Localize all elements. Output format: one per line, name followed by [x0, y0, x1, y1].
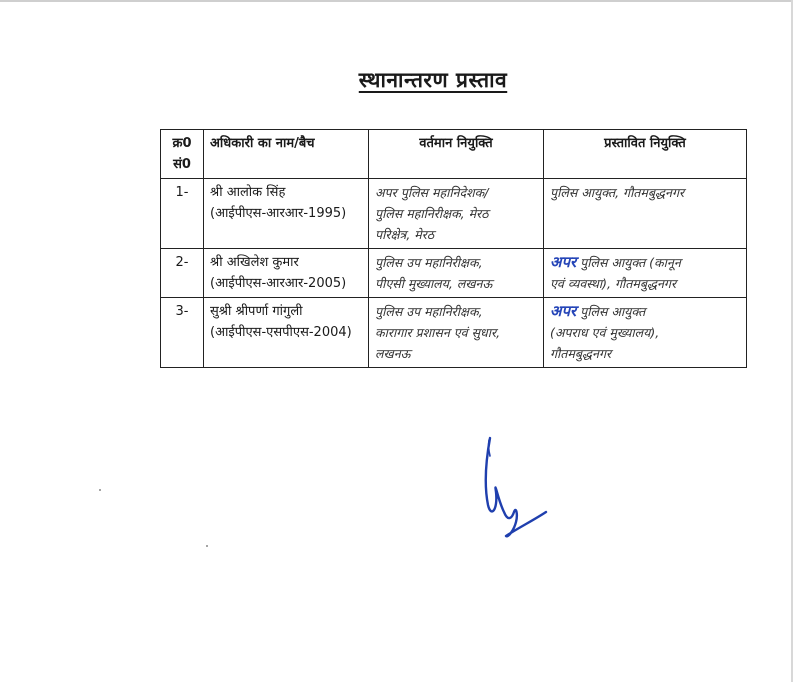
- proposed-line: एवं व्यवस्था), गौतमबुद्धनगर: [550, 276, 677, 291]
- row-proposed-posting: [544, 179, 747, 249]
- header-current: वर्तमान नियुक्ति: [369, 130, 544, 179]
- page-edge-top: [0, 0, 793, 2]
- officer-name: सुश्री श्रीपर्णा गांगुली: [210, 304, 303, 319]
- proposed-line: [550, 301, 740, 322]
- current-line: पुलिस महानिरीक्षक, मेरठ: [375, 206, 489, 221]
- current-line: पुलिस उप महानिरीक्षक,: [375, 304, 483, 319]
- header-serial-line2: सं0: [173, 157, 191, 172]
- proposed-text: पुलिस आयुक्त: [580, 304, 646, 319]
- current-line: लखनऊ: [375, 346, 411, 361]
- proposed-line: पुलिस आयुक्त, गौतमबुद्धनगर: [550, 185, 685, 200]
- header-serial: [161, 130, 204, 179]
- officer-batch: (आईपीएस-आरआर-1995): [210, 206, 347, 221]
- row-officer: [204, 249, 369, 298]
- row-serial: 3-: [161, 298, 204, 368]
- handwritten-addition: अपर: [550, 253, 577, 271]
- transfer-table: [160, 129, 747, 368]
- current-line: अपर पुलिस महानिदेशक/: [375, 185, 489, 200]
- row-proposed-posting: [544, 298, 747, 368]
- header-officer: अधिकारी का नाम/बैच: [204, 130, 369, 179]
- row-current-posting: [369, 249, 544, 298]
- row-current-posting: [369, 298, 544, 368]
- row-officer: [204, 179, 369, 249]
- table-row: [161, 249, 747, 298]
- header-serial-line1: क्र0: [172, 136, 192, 151]
- row-serial: 2-: [161, 249, 204, 298]
- proposed-line: [550, 252, 740, 273]
- current-line: पीएसी मुख्यालय, लखनऊ: [375, 276, 493, 291]
- table-header-row: [161, 130, 747, 179]
- current-line: परिक्षेत्र, मेरठ: [375, 227, 435, 242]
- table-row: [161, 179, 747, 249]
- header-proposed: प्रस्तावित नियुक्ति: [544, 130, 747, 179]
- officer-batch: (आईपीएस-आरआर-2005): [210, 276, 347, 291]
- row-serial: 1-: [161, 179, 204, 249]
- table-row: [161, 298, 747, 368]
- signature-mark: [478, 430, 558, 545]
- proposed-line: गौतमबुद्धनगर: [550, 346, 612, 361]
- row-officer: [204, 298, 369, 368]
- officer-name: श्री आलोक सिंह: [210, 185, 286, 200]
- officer-batch: (आईपीएस-एसपीएस-2004): [210, 325, 352, 340]
- row-proposed-posting: [544, 249, 747, 298]
- proposed-text: पुलिस आयुक्त (कानून: [580, 255, 681, 270]
- speck: [99, 489, 101, 491]
- current-line: कारागार प्रशासन एवं सुधार,: [375, 325, 501, 340]
- document-title: स्थानान्तरण प्रस्ताव: [358, 68, 508, 92]
- row-current-posting: [369, 179, 544, 249]
- officer-name: श्री अखिलेश कुमार: [210, 255, 299, 270]
- current-line: पुलिस उप महानिरीक्षक,: [375, 255, 483, 270]
- proposed-line: (अपराध एवं मुख्यालय),: [550, 325, 660, 340]
- speck: [206, 545, 208, 547]
- handwritten-addition: अपर: [550, 302, 577, 320]
